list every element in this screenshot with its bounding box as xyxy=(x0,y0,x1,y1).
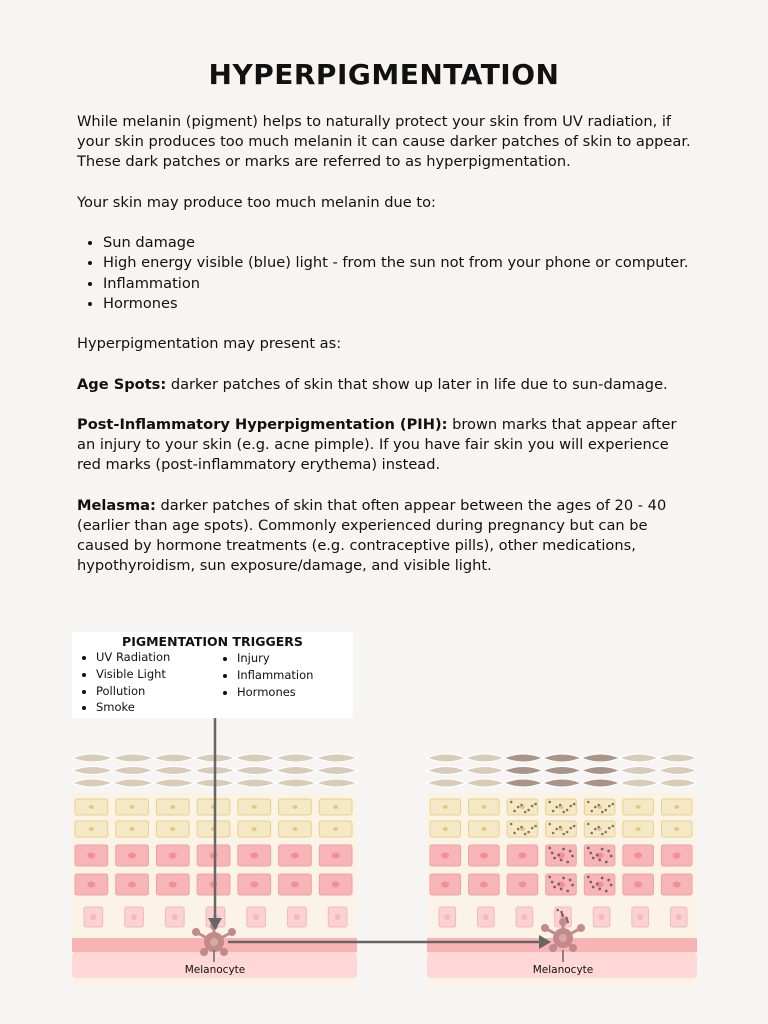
melanin-dot xyxy=(601,833,604,836)
surface-cell xyxy=(581,779,620,787)
melanin-dot xyxy=(531,827,534,830)
melanin-dot xyxy=(566,861,569,864)
melanocyte-dendrite-tip xyxy=(220,948,228,956)
surface-cell xyxy=(276,779,317,787)
list-item: • Hormones xyxy=(103,294,697,314)
melanin-dot xyxy=(587,876,590,879)
cell-nucleus xyxy=(518,882,526,888)
melanin-dot xyxy=(592,857,595,860)
surface-cell xyxy=(427,767,466,775)
cell-nucleus xyxy=(673,853,681,859)
melanin-dot xyxy=(524,811,527,814)
type-term: Age Spots: xyxy=(77,375,167,393)
cell-nucleus xyxy=(291,853,299,859)
melanin-dot xyxy=(571,855,574,858)
melanin-dot xyxy=(590,832,593,835)
type-term: Post-Inflammatory Hyperpigmentation (PIH): xyxy=(77,415,448,433)
list-item: • Pollution xyxy=(96,683,170,700)
cell-nucleus xyxy=(335,914,341,920)
melanin-dot xyxy=(531,805,534,808)
list-item: • Inflammation xyxy=(237,667,313,684)
cell-nucleus xyxy=(87,853,95,859)
surface-cell xyxy=(276,767,317,775)
cell-nucleus xyxy=(89,805,94,809)
melanin-dot xyxy=(548,823,551,826)
melanin-dot xyxy=(557,883,560,886)
melanin-dot xyxy=(596,883,599,886)
melanocyte-nucleus xyxy=(210,938,218,946)
melanin-dot xyxy=(527,809,530,812)
intro-paragraph: While melanin (pigment) helps to naturally protect your skin from UV radiation, if your skin produces too much melanin it can cause darker patches of skin to appear. These dark patches or marks are referred to as hyperpigmentation. xyxy=(77,113,691,171)
cell-nucleus xyxy=(292,827,297,831)
melanocyte-dendrite-tip xyxy=(192,928,200,936)
melanin-dot xyxy=(604,809,607,812)
melanin-dot xyxy=(551,881,554,884)
melanin-dot xyxy=(517,828,520,831)
melanin-dot xyxy=(548,876,551,879)
melanocyte-dendrite-tip xyxy=(228,928,236,936)
cell-nucleus xyxy=(480,882,488,888)
melanin-dot xyxy=(555,828,558,831)
melanin-dot xyxy=(598,888,601,891)
surface-cell xyxy=(427,754,466,762)
melanin-dot xyxy=(590,810,593,813)
melanin-dot xyxy=(611,825,614,828)
melanocyte-dendrite-tip xyxy=(559,918,567,926)
melanin-dot xyxy=(607,850,610,853)
surface-cell xyxy=(658,767,697,775)
cell-nucleus xyxy=(172,914,178,920)
page-title: HYPERPIGMENTATION xyxy=(208,58,560,91)
cell-nucleus xyxy=(480,853,488,859)
melanin-dot xyxy=(562,811,565,814)
cell-nucleus xyxy=(333,827,338,831)
melanin-dot xyxy=(510,801,513,804)
cell-nucleus xyxy=(292,805,297,809)
melanin-dot xyxy=(601,877,604,880)
melanin-dot xyxy=(596,854,599,857)
melanin-dot xyxy=(589,852,592,855)
melanin-dot xyxy=(594,806,597,809)
melanin-dot xyxy=(607,879,610,882)
melanin-dot xyxy=(573,803,576,806)
cell-nucleus xyxy=(674,805,679,809)
surface-cell xyxy=(620,779,659,787)
melanin-dot xyxy=(548,801,551,804)
cell-nucleus xyxy=(634,882,642,888)
surface-cell xyxy=(72,779,113,787)
cell-nucleus xyxy=(441,853,449,859)
melanin-dot xyxy=(510,823,513,826)
cell-nucleus xyxy=(89,827,94,831)
melanin-dot xyxy=(551,852,554,855)
surface-cell xyxy=(466,767,505,775)
cell-nucleus xyxy=(481,805,486,809)
melanin-dot xyxy=(610,884,613,887)
melanin-dot xyxy=(573,825,576,828)
cell-nucleus xyxy=(250,882,258,888)
melanin-dot xyxy=(534,825,537,828)
melanin-dot xyxy=(556,909,559,912)
list-item: • Injury xyxy=(237,650,313,667)
cell-nucleus xyxy=(636,827,641,831)
surface-cell xyxy=(543,767,582,775)
triggers-title: PIGMENTATION TRIGGERS xyxy=(122,634,303,649)
melanin-dot xyxy=(566,809,569,812)
surface-cell xyxy=(153,767,194,775)
melanin-dot xyxy=(553,886,556,889)
melanin-dot xyxy=(566,831,569,834)
surface-cell xyxy=(72,767,113,775)
cell-nucleus xyxy=(169,882,177,888)
melanin-dot xyxy=(598,859,601,862)
melanin-dot xyxy=(594,828,597,831)
list-item: • Inflammation xyxy=(103,274,697,294)
cell-nucleus xyxy=(210,882,218,888)
cell-nucleus xyxy=(674,827,679,831)
surface-cell xyxy=(235,779,276,787)
melanin-dot xyxy=(565,917,568,920)
cell-nucleus xyxy=(252,827,257,831)
cell-nucleus xyxy=(130,827,135,831)
pigmentation-triggers-box xyxy=(72,632,353,718)
type-desc: darker patches of skin that often appear between the ages of 20 - 40 (earlier than age spots). Commonly experienced during pregnancy but can be caused by hormone treatments (e.g. contraceptive pills), other medications, hypothyroidism, sun exposure/damage, and visible light. xyxy=(77,496,667,575)
melanin-dot xyxy=(569,805,572,808)
melanin-dot xyxy=(601,811,604,814)
melanin-dot xyxy=(605,890,608,893)
cell-nucleus xyxy=(483,914,489,920)
melanin-dot xyxy=(559,826,562,829)
cell-nucleus xyxy=(210,853,218,859)
cell-nucleus xyxy=(169,853,177,859)
surface-cell xyxy=(235,754,276,762)
melanin-dot xyxy=(527,831,530,834)
melanin-dot xyxy=(597,826,600,829)
surface-cell xyxy=(427,779,466,787)
melanin-dot xyxy=(562,833,565,836)
cell-nucleus xyxy=(252,805,257,809)
list-item: • Visible Light xyxy=(96,666,170,683)
surface-cell xyxy=(658,754,697,762)
cell-nucleus xyxy=(444,914,450,920)
melanin-dot xyxy=(569,827,572,830)
melanin-dot xyxy=(548,847,551,850)
melanin-dot xyxy=(513,832,516,835)
cell-nucleus xyxy=(636,805,641,809)
melanin-dot xyxy=(534,803,537,806)
cell-nucleus xyxy=(332,853,340,859)
melanin-dot xyxy=(517,806,520,809)
melanin-dot xyxy=(553,857,556,860)
melanin-dot xyxy=(608,805,611,808)
list-item: • UV Radiation xyxy=(96,649,170,666)
melanin-dot xyxy=(569,850,572,853)
melanin-dot xyxy=(589,881,592,884)
list-item: • High energy visible (blue) light - from the sun not from your phone or computer. xyxy=(103,253,697,273)
melanocyte-dendrite-tip xyxy=(577,924,585,932)
surface-cell xyxy=(581,767,620,775)
melanin-dot xyxy=(560,911,563,914)
list-item: • Sun damage xyxy=(103,233,697,253)
melanin-dot xyxy=(571,884,574,887)
cell-nucleus xyxy=(291,882,299,888)
type-desc: darker patches of skin that show up later in life due to sun-damage. xyxy=(166,375,668,393)
melanocyte-nucleus xyxy=(559,934,567,942)
melanin-dot xyxy=(605,861,608,864)
hyperpigmented-skin-illustration xyxy=(427,754,697,987)
cell-nucleus xyxy=(673,882,681,888)
surface-cell xyxy=(543,779,582,787)
cell-nucleus xyxy=(676,914,682,920)
cell-nucleus xyxy=(441,882,449,888)
melanin-dot xyxy=(611,803,614,806)
surface-cell xyxy=(581,754,620,762)
surface-cell xyxy=(316,754,357,762)
cell-nucleus xyxy=(170,805,175,809)
cell-nucleus xyxy=(253,914,259,920)
cell-nucleus xyxy=(128,882,136,888)
cell-nucleus xyxy=(443,805,448,809)
cell-nucleus xyxy=(130,805,135,809)
surface-cell xyxy=(235,767,276,775)
melanin-dot xyxy=(557,854,560,857)
cell-nucleus xyxy=(599,914,605,920)
surface-cell xyxy=(543,754,582,762)
surface-cell xyxy=(276,754,317,762)
melanin-dot xyxy=(608,827,611,830)
cell-nucleus xyxy=(634,853,642,859)
melanin-dot xyxy=(524,833,527,836)
cell-nucleus xyxy=(333,805,338,809)
surface-cell xyxy=(658,779,697,787)
melanin-dot xyxy=(520,804,523,807)
melanin-dot xyxy=(552,832,555,835)
cell-nucleus xyxy=(521,914,527,920)
melanocyte-label: Melanocyte xyxy=(532,964,594,976)
melanin-dot xyxy=(569,879,572,882)
melanin-dot xyxy=(597,804,600,807)
surface-cell xyxy=(113,779,154,787)
surface-cell xyxy=(316,767,357,775)
melanin-dot xyxy=(513,810,516,813)
melanin-dot xyxy=(559,804,562,807)
melanin-dot xyxy=(562,877,565,880)
melanin-dot xyxy=(560,859,563,862)
melanin-dot xyxy=(555,806,558,809)
melanin-dot xyxy=(562,848,565,851)
cell-nucleus xyxy=(170,827,175,831)
cell-nucleus xyxy=(90,914,96,920)
melanin-dot xyxy=(587,823,590,826)
melanocyte-dendrite-tip xyxy=(569,944,577,952)
surface-cell xyxy=(466,754,505,762)
surface-cell xyxy=(504,779,543,787)
cell-nucleus xyxy=(481,827,486,831)
melanin-dot xyxy=(601,848,604,851)
surface-cell xyxy=(620,767,659,775)
cell-nucleus xyxy=(443,827,448,831)
causes-intro: Your skin may produce too much melanin due to: xyxy=(77,193,436,211)
surface-cell xyxy=(504,767,543,775)
type-term: Melasma: xyxy=(77,496,156,514)
melanin-dot xyxy=(587,847,590,850)
surface-cell xyxy=(316,779,357,787)
surface-cell xyxy=(113,767,154,775)
surface-cell xyxy=(504,754,543,762)
cell-nucleus xyxy=(518,853,526,859)
list-item: • Hormones xyxy=(237,684,313,701)
surface-cell xyxy=(620,754,659,762)
melanocyte-dendrite-tip xyxy=(200,948,208,956)
melanin-dot xyxy=(610,855,613,858)
cell-nucleus xyxy=(87,882,95,888)
surface-cell xyxy=(153,779,194,787)
melanin-dot xyxy=(587,801,590,804)
list-item: • Smoke xyxy=(96,699,170,716)
melanocyte-dendrite-tip xyxy=(541,924,549,932)
surface-cell xyxy=(113,754,154,762)
present-intro: Hyperpigmentation may present as: xyxy=(77,335,342,353)
cell-nucleus xyxy=(637,914,643,920)
melanin-dot xyxy=(560,888,563,891)
cell-nucleus xyxy=(250,853,258,859)
melanin-dot xyxy=(520,826,523,829)
triggers-list-right xyxy=(223,650,313,700)
cell-nucleus xyxy=(294,914,300,920)
melanocyte-label: Melanocyte xyxy=(184,964,246,976)
surface-cell xyxy=(153,754,194,762)
surface-cell xyxy=(466,779,505,787)
melanin-dot xyxy=(592,886,595,889)
melanocyte-dendrite-tip xyxy=(549,944,557,952)
melanin-dot xyxy=(566,890,569,893)
melanin-dot xyxy=(552,810,555,813)
surface-cell xyxy=(72,754,113,762)
cell-nucleus xyxy=(332,882,340,888)
type-desc: brown marks that appear after an injury to your skin (e.g. acne pimple). If you have fair skin you will experience red marks (post-inflammatory erythema) instead. xyxy=(77,415,677,474)
melanin-dot xyxy=(604,831,607,834)
cell-nucleus xyxy=(131,914,137,920)
cell-nucleus xyxy=(128,853,136,859)
triggers-list-left xyxy=(82,649,170,716)
